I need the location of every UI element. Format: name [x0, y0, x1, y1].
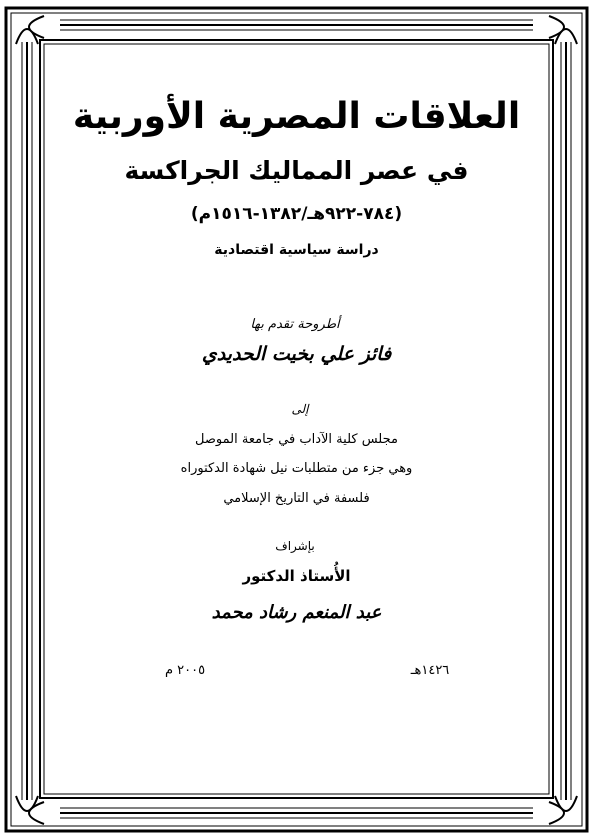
thesis-title: العلاقات المصرية الأوربية — [72, 96, 521, 137]
requirement-line: وهي جزء من متطلبات نيل شهادة الدكتوراه — [180, 461, 413, 476]
council-line: مجلس كلية الآداب في جامعة الموصل — [195, 432, 398, 447]
thesis-subtitle: في عصر المماليك الجراكسة — [124, 156, 469, 185]
to-label: إلى — [291, 402, 309, 416]
supervisor-title: الأُستاذ الدكتور — [242, 567, 351, 585]
presented-by-label: أطروحة تقدم بها — [250, 317, 340, 332]
study-type: دراسة سياسية اقتصادية — [214, 242, 379, 258]
author-name: فائز علي بخيت الحديدي — [201, 343, 392, 365]
supervision-label: بإشراف — [275, 539, 315, 553]
gregorian-date: ٢٠٠٥ م — [164, 663, 206, 678]
supervisor-name: عبد المنعم رشاد محمد — [211, 602, 382, 623]
date-range: (٧٨٤-٩٢٢هـ/١٣٨٢-١٥١٦م) — [190, 204, 403, 224]
field-line: فلسفة في التاريخ الإسلامي — [223, 491, 370, 506]
hijri-date: ١٤٢٦هـ — [410, 663, 450, 678]
